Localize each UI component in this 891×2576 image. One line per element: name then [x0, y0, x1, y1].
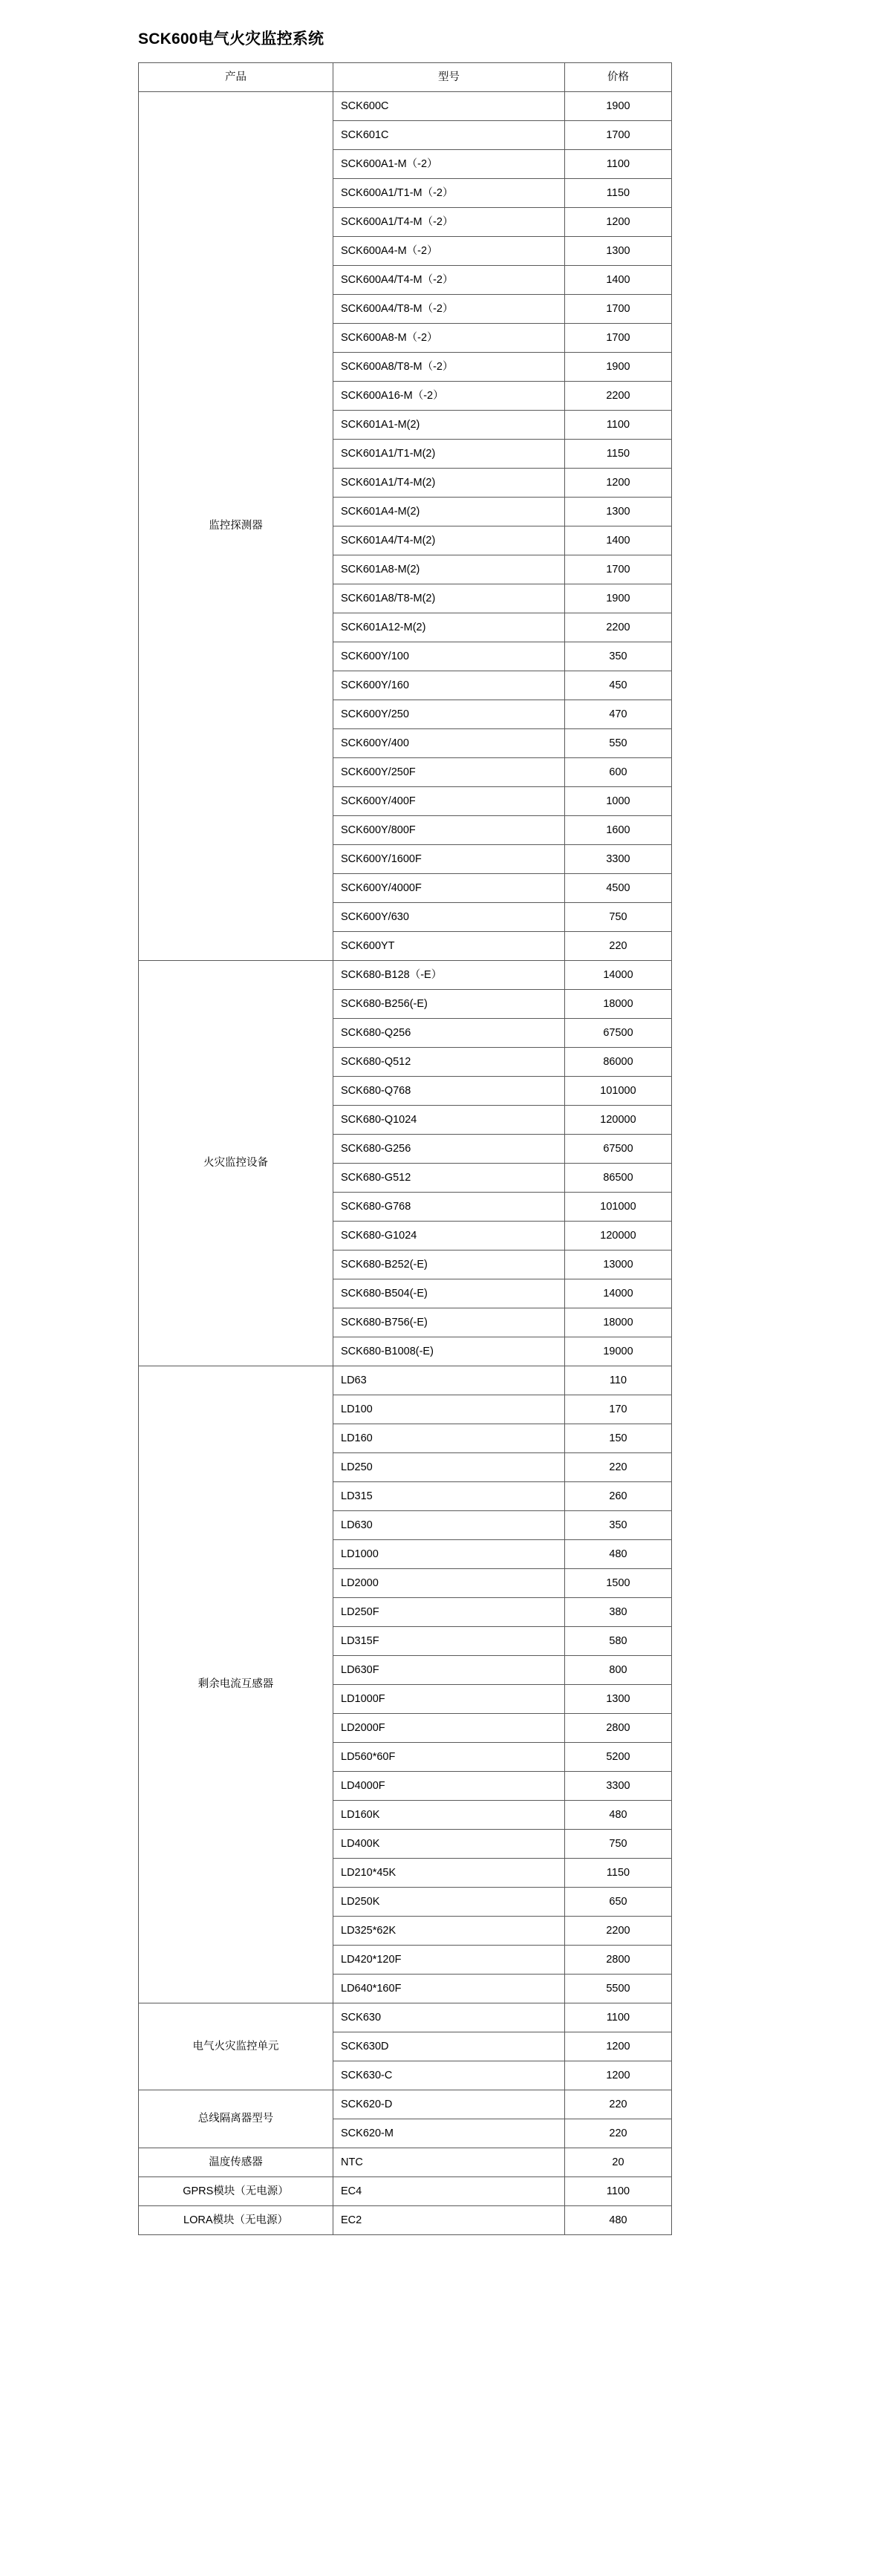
model-cell: SCK680-B256(-E) [333, 990, 565, 1019]
product-category-cell: 温度传感器 [139, 2148, 333, 2177]
model-cell: SCK680-G512 [333, 1164, 565, 1193]
table-row [139, 92, 672, 121]
table-row [139, 2090, 672, 2119]
price-cell: 1100 [565, 2003, 672, 2032]
model-cell: EC4 [333, 2177, 565, 2206]
model-cell: SCK600A1-M（-2） [333, 150, 565, 179]
price-cell: 220 [565, 2119, 672, 2148]
price-cell: 1600 [565, 816, 672, 845]
model-cell: SCK680-B756(-E) [333, 1308, 565, 1337]
price-cell: 2800 [565, 1714, 672, 1743]
price-cell: 1200 [565, 208, 672, 237]
model-cell: SCK600Y/250F [333, 758, 565, 787]
price-cell: 2200 [565, 382, 672, 411]
price-cell: 1200 [565, 2061, 672, 2090]
price-cell: 1400 [565, 266, 672, 295]
model-cell: LD400K [333, 1830, 565, 1859]
price-cell: 1900 [565, 353, 672, 382]
model-cell: SCK601A4-M(2) [333, 498, 565, 526]
product-category-cell: 电气火灾监控单元 [139, 2003, 333, 2090]
price-cell: 750 [565, 1830, 672, 1859]
model-cell: LD100 [333, 1395, 565, 1424]
price-cell: 480 [565, 1540, 672, 1569]
model-cell: SCK680-B252(-E) [333, 1250, 565, 1279]
price-cell: 3300 [565, 1772, 672, 1801]
price-cell: 220 [565, 1453, 672, 1482]
model-cell: EC2 [333, 2206, 565, 2235]
price-cell: 120000 [565, 1222, 672, 1250]
model-cell: SCK630D [333, 2032, 565, 2061]
table-row [139, 2177, 672, 2206]
price-cell: 1000 [565, 787, 672, 816]
model-cell: SCK600Y/1600F [333, 845, 565, 874]
price-cell: 170 [565, 1395, 672, 1424]
price-cell: 750 [565, 903, 672, 932]
price-cell: 67500 [565, 1135, 672, 1164]
column-header-product: 产品 [139, 63, 333, 92]
model-cell: SCK680-G768 [333, 1193, 565, 1222]
price-cell: 3300 [565, 845, 672, 874]
price-cell: 1400 [565, 526, 672, 555]
price-cell: 220 [565, 932, 672, 961]
price-cell: 1100 [565, 150, 672, 179]
model-cell: SCK600A4/T4-M（-2） [333, 266, 565, 295]
model-cell: SCK600A4/T8-M（-2） [333, 295, 565, 324]
price-cell: 1150 [565, 440, 672, 469]
model-cell: SCK600A1/T1-M（-2） [333, 179, 565, 208]
model-cell: SCK600C [333, 92, 565, 121]
product-category-cell: 总线隔离器型号 [139, 2090, 333, 2148]
model-cell: SCK601A1/T4-M(2) [333, 469, 565, 498]
model-cell: SCK600A16-M（-2） [333, 382, 565, 411]
price-cell: 14000 [565, 1279, 672, 1308]
price-cell: 480 [565, 1801, 672, 1830]
price-cell: 18000 [565, 1308, 672, 1337]
product-category-cell: GPRS模块（无电源） [139, 2177, 333, 2206]
price-cell: 1500 [565, 1569, 672, 1598]
page-title: SCK600电气火灾监控系统 [138, 30, 324, 48]
model-cell: LD560*60F [333, 1743, 565, 1772]
price-cell: 580 [565, 1627, 672, 1656]
model-cell: SCK680-Q256 [333, 1019, 565, 1048]
model-cell: SCK601A12-M(2) [333, 613, 565, 642]
price-cell: 2200 [565, 613, 672, 642]
model-cell: LD4000F [333, 1772, 565, 1801]
price-cell: 550 [565, 729, 672, 758]
price-cell: 120000 [565, 1106, 672, 1135]
price-cell: 470 [565, 700, 672, 729]
model-cell: LD315F [333, 1627, 565, 1656]
model-cell: LD160 [333, 1424, 565, 1453]
model-cell: SCK601A1/T1-M(2) [333, 440, 565, 469]
model-cell: SCK680-B128（-E） [333, 961, 565, 990]
model-cell: SCK620-D [333, 2090, 565, 2119]
model-cell: LD250 [333, 1453, 565, 1482]
price-cell: 1700 [565, 324, 672, 353]
price-cell: 1700 [565, 555, 672, 584]
model-cell: SCK600Y/160 [333, 671, 565, 700]
model-cell: LD640*160F [333, 1975, 565, 2003]
model-cell: LD250K [333, 1888, 565, 1917]
price-cell: 4500 [565, 874, 672, 903]
model-cell: LD315 [333, 1482, 565, 1511]
model-cell: LD1000 [333, 1540, 565, 1569]
model-cell: SCK630 [333, 2003, 565, 2032]
price-cell: 480 [565, 2206, 672, 2235]
product-category-cell: LORA模块（无电源） [139, 2206, 333, 2235]
price-cell: 19000 [565, 1337, 672, 1366]
model-cell: SCK680-Q1024 [333, 1106, 565, 1135]
price-cell: 1300 [565, 1685, 672, 1714]
price-cell: 1200 [565, 469, 672, 498]
model-cell: LD250F [333, 1598, 565, 1627]
model-cell: SCK680-Q512 [333, 1048, 565, 1077]
table-header-row [139, 63, 672, 92]
price-cell: 1300 [565, 498, 672, 526]
price-cell: 450 [565, 671, 672, 700]
price-cell: 1200 [565, 2032, 672, 2061]
model-cell: SCK600Y/400F [333, 787, 565, 816]
table-row [139, 1366, 672, 1395]
model-cell: SCK680-Q768 [333, 1077, 565, 1106]
price-cell: 5500 [565, 1975, 672, 2003]
model-cell: NTC [333, 2148, 565, 2177]
model-cell: SCK630-C [333, 2061, 565, 2090]
price-cell: 101000 [565, 1077, 672, 1106]
model-cell: SCK600A8/T8-M（-2） [333, 353, 565, 382]
model-cell: LD2000 [333, 1569, 565, 1598]
model-cell: SCK600A8-M（-2） [333, 324, 565, 353]
model-cell: SCK680-B1008(-E) [333, 1337, 565, 1366]
price-cell: 1100 [565, 411, 672, 440]
price-cell: 13000 [565, 1250, 672, 1279]
model-cell: SCK600Y/4000F [333, 874, 565, 903]
model-cell: SCK680-G1024 [333, 1222, 565, 1250]
column-header-price: 价格 [565, 63, 672, 92]
price-cell: 67500 [565, 1019, 672, 1048]
model-cell: SCK600Y/250 [333, 700, 565, 729]
table-header [139, 63, 672, 92]
price-cell: 350 [565, 642, 672, 671]
price-cell: 650 [565, 1888, 672, 1917]
price-cell: 101000 [565, 1193, 672, 1222]
price-cell: 220 [565, 2090, 672, 2119]
model-cell: SCK600A1/T4-M（-2） [333, 208, 565, 237]
column-header-model: 型号 [333, 63, 565, 92]
product-category-cell: 火灾监控设备 [139, 961, 333, 1366]
model-cell: LD63 [333, 1366, 565, 1395]
price-cell: 18000 [565, 990, 672, 1019]
price-cell: 600 [565, 758, 672, 787]
model-cell: LD2000F [333, 1714, 565, 1743]
model-cell: SCK600Y/400 [333, 729, 565, 758]
model-cell: SCK600YT [333, 932, 565, 961]
table-row [139, 2206, 672, 2235]
price-cell: 380 [565, 1598, 672, 1627]
price-cell: 1900 [565, 92, 672, 121]
model-cell: LD210*45K [333, 1859, 565, 1888]
pricing-table [138, 62, 672, 2235]
model-cell: SCK601A1-M(2) [333, 411, 565, 440]
model-cell: SCK680-B504(-E) [333, 1279, 565, 1308]
price-cell: 2200 [565, 1917, 672, 1946]
table-row [139, 961, 672, 990]
price-cell: 260 [565, 1482, 672, 1511]
model-cell: LD1000F [333, 1685, 565, 1714]
table-row [139, 2003, 672, 2032]
price-cell: 20 [565, 2148, 672, 2177]
model-cell: SCK600Y/100 [333, 642, 565, 671]
model-cell: LD420*120F [333, 1946, 565, 1975]
model-cell: SCK620-M [333, 2119, 565, 2148]
price-cell: 5200 [565, 1743, 672, 1772]
price-cell: 2800 [565, 1946, 672, 1975]
product-category-cell: 监控探测器 [139, 92, 333, 961]
price-cell: 1700 [565, 121, 672, 150]
price-cell: 14000 [565, 961, 672, 990]
price-cell: 110 [565, 1366, 672, 1395]
model-cell: SCK601A4/T4-M(2) [333, 526, 565, 555]
model-cell: LD325*62K [333, 1917, 565, 1946]
model-cell: SCK601A8-M(2) [333, 555, 565, 584]
price-cell: 1150 [565, 179, 672, 208]
model-cell: SCK600A4-M（-2） [333, 237, 565, 266]
product-category-cell: 剩余电流互感器 [139, 1366, 333, 2003]
model-cell: LD160K [333, 1801, 565, 1830]
model-cell: LD630 [333, 1511, 565, 1540]
model-cell: SCK600Y/800F [333, 816, 565, 845]
model-cell: SCK601C [333, 121, 565, 150]
price-cell: 1900 [565, 584, 672, 613]
price-cell: 1100 [565, 2177, 672, 2206]
model-cell: SCK601A8/T8-M(2) [333, 584, 565, 613]
model-cell: LD630F [333, 1656, 565, 1685]
model-cell: SCK600Y/630 [333, 903, 565, 932]
price-cell: 150 [565, 1424, 672, 1453]
table-row [139, 2148, 672, 2177]
price-cell: 1150 [565, 1859, 672, 1888]
price-cell: 350 [565, 1511, 672, 1540]
price-cell: 86500 [565, 1164, 672, 1193]
price-cell: 1300 [565, 237, 672, 266]
price-cell: 1700 [565, 295, 672, 324]
table-body [139, 92, 672, 2235]
price-cell: 800 [565, 1656, 672, 1685]
price-cell: 86000 [565, 1048, 672, 1077]
pricing-table-container [138, 62, 671, 2235]
model-cell: SCK680-G256 [333, 1135, 565, 1164]
